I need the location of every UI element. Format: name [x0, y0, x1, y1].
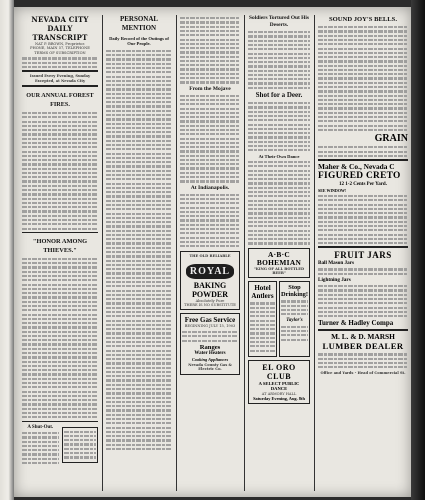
subhead-daily-record: Daily Record of the Outings of Our People.	[109, 36, 169, 47]
ad-royal-tagline: THE OLD RELIABLE	[189, 254, 231, 259]
article-personal-mention	[106, 50, 172, 450]
column-1	[22, 15, 98, 491]
ad-lumber-body	[318, 353, 408, 368]
headline-personal-mention: PERSONAL MENTION	[119, 15, 159, 32]
ad-fruit-jars: FRUIT JARS	[334, 250, 392, 261]
column-5	[318, 15, 408, 491]
ad-maher-body	[318, 195, 408, 244]
scan-edge-right	[411, 0, 425, 500]
ad-oro-hall: AT ARMORY HALL	[261, 391, 297, 396]
article-sound-joys-bells	[318, 26, 408, 131]
article-own-dance	[248, 161, 310, 245]
headline-honor-among-thieves: "HONOR AMONG THIEVES."	[32, 237, 88, 254]
ad-gas-cooking: Cooking Appliances	[191, 356, 229, 362]
ad-royal-logo: ROYAL	[186, 264, 234, 279]
ad-taylor: Taylor's	[286, 317, 303, 323]
ad-abc-brand: A·B·C BOHEMIAN	[256, 249, 302, 267]
column-3	[180, 15, 240, 491]
headline-sound-joys-bells: SOUND JOY'S BELLS.	[329, 16, 397, 23]
ad-figured-cretons: FIGURED CRETO	[318, 171, 401, 182]
ad-grain: GRAIN	[374, 133, 408, 145]
ad-royal-pure: Absolutely Pure	[195, 298, 225, 303]
ad-gas-title: Free Gas Service	[184, 316, 236, 325]
ad-gas-sub: BEGINNING JULY 15, 1903	[184, 324, 236, 329]
ad-stop-drinking	[279, 281, 310, 356]
ad-turner-hadley: Turner & Hadley Compa	[318, 319, 394, 328]
newspaper-page	[14, 7, 411, 497]
article-honor-among-thieves	[22, 258, 98, 419]
ad-abc-bohemian	[248, 248, 310, 279]
ad-see-window: SEE WINDOW!	[318, 187, 347, 193]
ad-el-oro-club	[248, 360, 310, 404]
subhead-indianapolis: At Indianapolis.	[190, 184, 230, 191]
article-soldiers	[248, 31, 310, 89]
headline-shut-out: A Shut-Out.	[27, 424, 54, 430]
masthead-telephone: PHONE, MAIN 57, TELEPHONE	[30, 46, 90, 51]
article-forest-fires	[22, 112, 98, 230]
article-shut-out	[22, 432, 59, 464]
ad-lumber-dealer: LUMBER DEALER	[322, 340, 404, 351]
article-col3-top	[180, 17, 240, 83]
column-2	[106, 15, 172, 491]
subhead-shot-for-deer: Shot for a Deer.	[255, 91, 303, 100]
headline-soldiers-tortured: Soldiers Tortured Out His Deserts.	[249, 15, 309, 28]
ad-hotel-title: Hotel Antlers	[251, 284, 274, 301]
ad-gas-service	[180, 313, 240, 374]
article-indianapolis	[180, 194, 240, 248]
headline-forest-fires: OUR ANNUAL FOREST FIRES.	[26, 91, 94, 108]
masthead-body	[22, 57, 98, 68]
subhead-own-dance: At Their Own Dance	[258, 153, 300, 159]
scan-edge-left	[0, 0, 14, 500]
ad-royal-baking-powder	[180, 251, 240, 310]
ad-gas-ranges: Ranges	[199, 343, 221, 351]
masthead-terms: TERMS OF SUBSCRIPTION	[34, 50, 86, 55]
ad-oro-date: Saturday Evening, Aug. 8th	[253, 396, 305, 402]
ad-lumber-office: Office and Yards - Head of Commercial St.	[320, 370, 406, 375]
ad-gas-company: Nevada County Gas & Electric Co.	[188, 362, 232, 372]
ad-lightning-jars: Lightning Jars	[318, 277, 351, 283]
subhead-from-mojave: From the Mojave	[189, 85, 231, 92]
ad-marsh: M. L. & D. MARSH	[331, 332, 395, 342]
ad-royal-baking: BAKING	[193, 280, 227, 290]
ad-maher: Maher & Co., Nevada C	[318, 162, 395, 172]
masthead-title: NEVADA CITY DAILY TRANSCRIPT	[31, 15, 89, 42]
masthead-publisher: NAT P. BROWN, Proprietor.	[35, 42, 85, 46]
ad-royal-substitute: THERE IS NO SUBSTITUTE	[184, 303, 236, 308]
ad-figured-price: 12 1-2 Cents Per Yard.	[339, 181, 387, 187]
ad-ball-mason: Ball Mason Jars	[318, 260, 355, 267]
masthead-footer: Issued Every Evening, Sunday Excepted, at Nevada City	[29, 74, 91, 83]
ad-oro-title: EL ORO CLUB	[262, 362, 296, 381]
ad-gas-heaters: Water Heaters	[194, 350, 226, 356]
article-grain	[318, 146, 408, 157]
article-shot-for-deer	[248, 102, 310, 151]
ad-stop-title: Stop Drinking!	[281, 284, 308, 299]
column-4	[248, 15, 310, 491]
ad-jars-body	[318, 285, 408, 317]
ad-oro-dance: A SELECT PUBLIC DANCE	[258, 380, 300, 392]
small-ad	[62, 427, 99, 463]
ad-abc-sub: "KING OF ALL BOTTLED BEER"	[253, 266, 305, 275]
ad-hotel-antlers	[248, 281, 277, 356]
article-from-mojave	[180, 95, 240, 183]
ad-royal-powder: POWDER	[192, 289, 228, 299]
